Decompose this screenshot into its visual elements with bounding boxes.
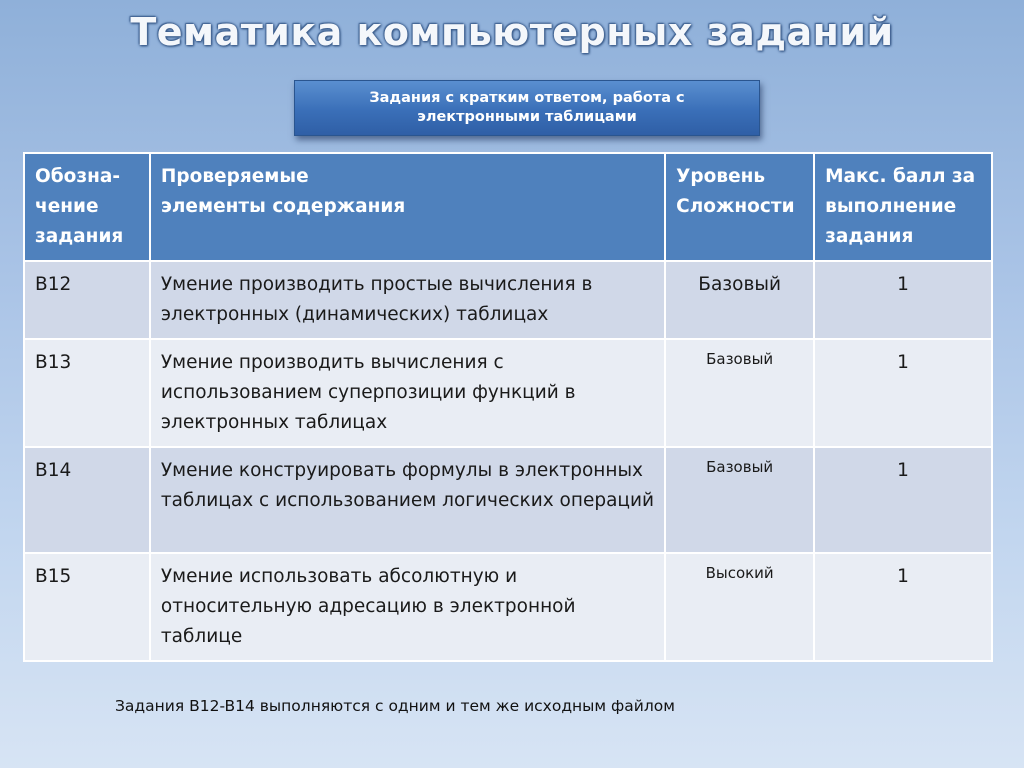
table-header-row (24, 153, 992, 261)
difficulty-level-cell: Базовый (665, 339, 814, 447)
subtitle-box (294, 80, 760, 136)
table-row (24, 261, 992, 339)
task-id-cell: B12 (24, 261, 150, 339)
content-elements-cell: Умение конструировать формулы в электронных таблицах с использованием логических операций (150, 447, 665, 553)
max-score-cell: 1 (814, 553, 992, 661)
slide-title: Тематика компьютерных заданий (130, 10, 894, 54)
header-max-score: Макс. балл за выполнение задания (814, 153, 992, 261)
max-score-cell: 1 (814, 339, 992, 447)
content-elements-cell: Умение использовать абсолютную и относительную адресацию в электронной таблице (150, 553, 665, 661)
content-elements-cell: Умение производить простые вычисления в электронных (динамических) таблицах (150, 261, 665, 339)
header-content-elements: Проверяемые элементы содержания (150, 153, 665, 261)
table-row (24, 553, 992, 661)
max-score-cell: 1 (814, 447, 992, 553)
difficulty-level-cell: Высокий (665, 553, 814, 661)
header-task-id: Обозна- чение задания (24, 153, 150, 261)
tasks-table (23, 152, 993, 662)
difficulty-level-cell: Базовый (665, 447, 814, 553)
difficulty-level-cell: Базовый (665, 261, 814, 339)
table-row (24, 339, 992, 447)
task-id-cell: B14 (24, 447, 150, 553)
header-difficulty-level: Уровень Сложности (665, 153, 814, 261)
table-row (24, 447, 992, 553)
content-elements-cell: Умение производить вычисления с использованием суперпозиции функций в электронных таблицах (150, 339, 665, 447)
task-id-cell: B13 (24, 339, 150, 447)
max-score-cell: 1 (814, 261, 992, 339)
task-id-cell: B15 (24, 553, 150, 661)
footnote: Задания B12-B14 выполняются с одним и тем же исходным файлом (115, 697, 675, 715)
subtitle-text: Задания с кратким ответом, работа с электронными таблицами (369, 90, 685, 125)
